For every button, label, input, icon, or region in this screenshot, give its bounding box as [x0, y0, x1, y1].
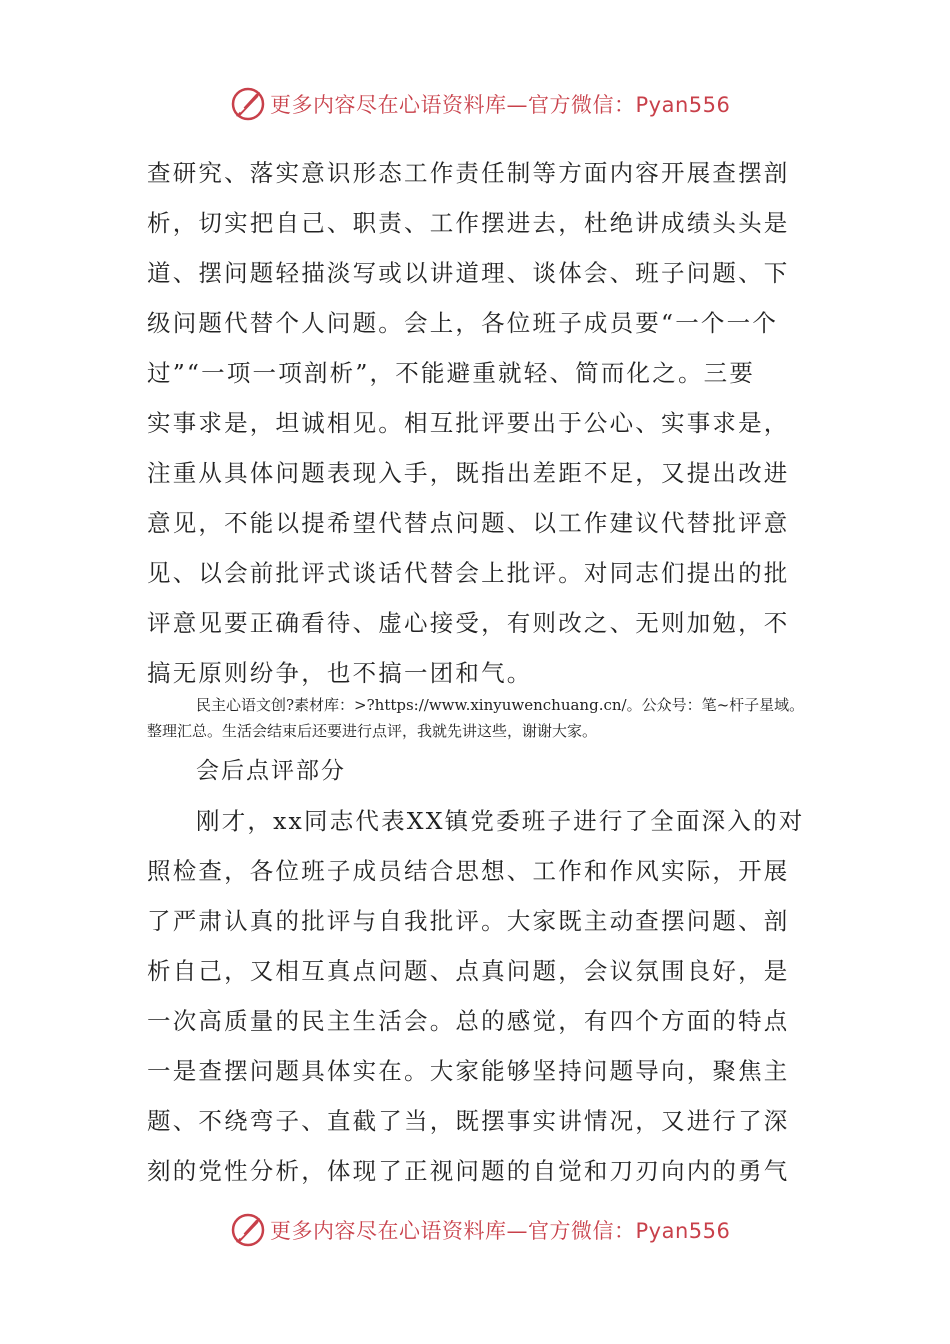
banner-text: 更多内容尽在心语资料库—官方微信：Pyan556 [270, 1219, 731, 1243]
text-line: 级问题代替个人问题。会上，各位班子成员要“一个一个 [147, 309, 779, 337]
text-line: 过”“一项一项剖析”，不能避重就轻、简而化之。三要 [147, 359, 756, 387]
text-line: 一次高质量的民主生活会。总的感觉，有四个方面的特点 [147, 1007, 790, 1035]
text-line: 见、以会前批评式谈话代替会上批评。对同志们提出的批 [147, 559, 790, 587]
banner-text: 更多内容尽在心语资料库—官方微信：Pyan556 [270, 93, 731, 117]
header-watermark-banner [230, 84, 730, 124]
text-line: 实事求是，坦诚相见。相互批评要出于公心、实事求是， [147, 409, 790, 437]
section-heading: 会后点评部分 [196, 758, 346, 784]
text-line: 刚才，xx同志代表XX镇党委班子进行了全面深入的对 [196, 807, 805, 835]
text-line: 查研究、落实意识形态工作责任制等方面内容开展查摆剖 [147, 159, 790, 187]
text-line: 题、不绕弯子、直截了当，既摆事实讲情况，又进行了深 [147, 1107, 790, 1135]
source-note-line-2: 整理汇总。生活会结束后还要进行点评，我就先讲这些，谢谢大家。 [147, 722, 598, 740]
quill-pen-logo-icon [230, 86, 266, 122]
text-line: 评意见要正确看待、虚心接受，有则改之、无则加勉，不 [147, 609, 790, 637]
text-line: 一是查摆问题具体实在。大家能够坚持问题导向，聚焦主 [147, 1057, 790, 1085]
text-line: 搞无原则纷争，也不搞一团和气。 [147, 659, 533, 687]
text-line: 析，切实把自己、职责、工作摆进去，杜绝讲成绩头头是 [147, 209, 790, 237]
text-line: 意见，不能以提希望代替点问题、以工作建议代替批评意 [147, 509, 790, 537]
footer-watermark-banner [230, 1210, 730, 1250]
text-line: 了严肃认真的批评与自我批评。大家既主动查摆问题、剖 [147, 907, 790, 935]
text-line: 照检查，各位班子成员结合思想、工作和作风实际，开展 [147, 857, 790, 885]
quill-pen-logo-icon [230, 1212, 266, 1248]
source-note-line-1: 民主心语文创?素材库：>?https://www.xinyuwenchuang.cn/。公众号：笔~杆子星域。 [196, 696, 805, 714]
text-line: 道、摆问题轻描淡写或以讲道理、谈体会、班子问题、下 [147, 259, 790, 287]
text-line: 注重从具体问题表现入手，既指出差距不足，又提出改进 [147, 459, 790, 487]
text-line: 析自己，又相互真点问题、点真问题，会议氛围良好，是 [147, 957, 790, 985]
text-line: 刻的党性分析，体现了正视问题的自觉和刀刃向内的勇气 [147, 1157, 790, 1185]
